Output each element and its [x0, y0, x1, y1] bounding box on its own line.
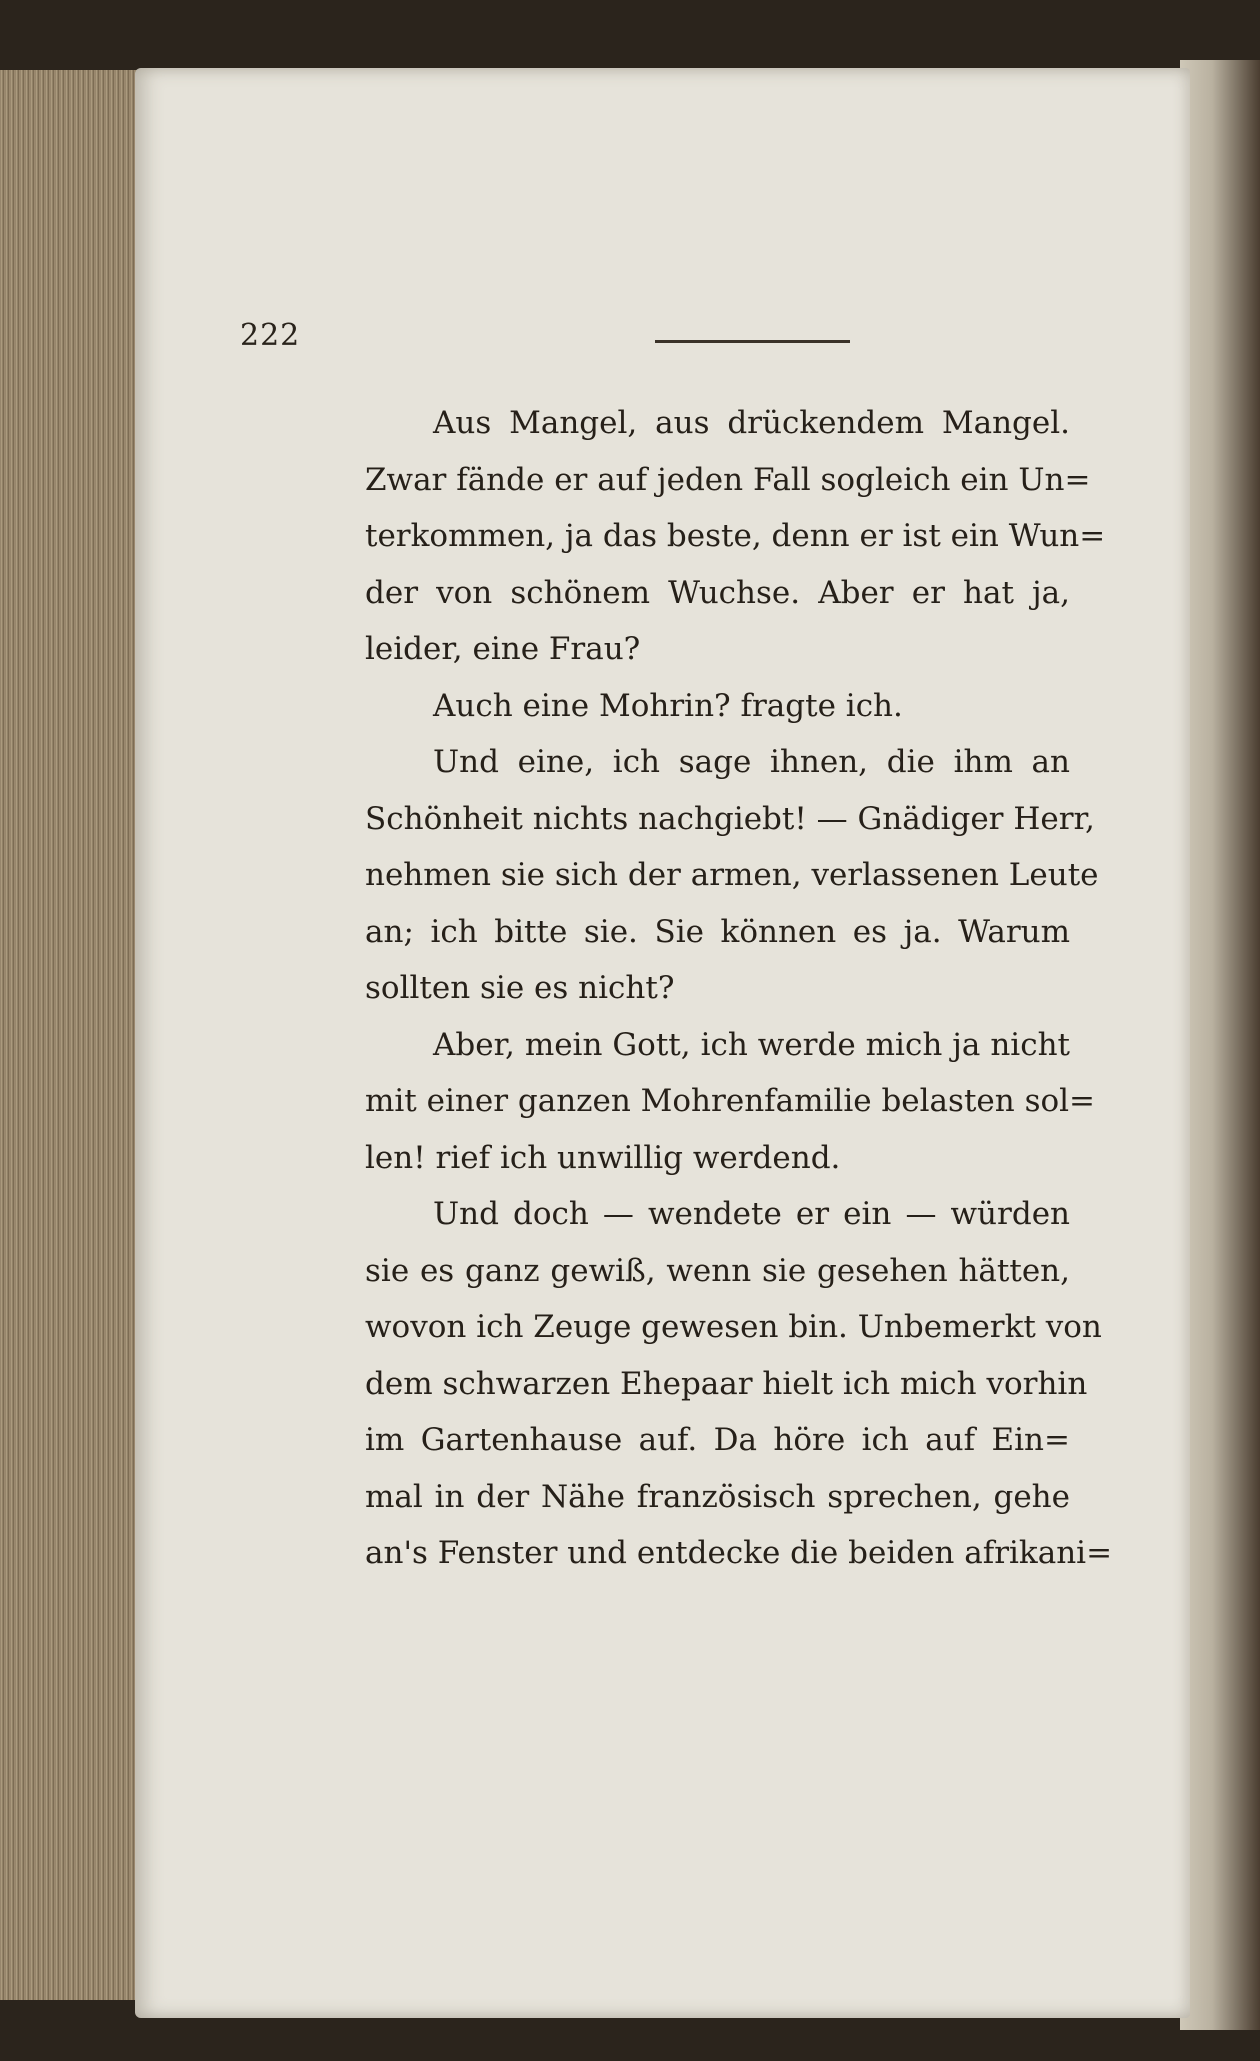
text-line: Schönheit nichts nachgiebt! — Gnädiger Herr,: [365, 800, 1095, 837]
text-line: sollten sie es nicht?: [365, 970, 675, 1006]
text-line: leider, eine Frau?: [365, 631, 641, 667]
text-line: Und eine, ich sage ihnen, die ihm an: [433, 744, 1070, 780]
page-header: [240, 318, 1070, 368]
text-line: len! rief ich unwillig werdend.: [365, 1139, 841, 1176]
text-line: Und doch — wendete er ein — würden: [433, 1196, 1070, 1232]
text-line: mal in der Nähe französisch sprechen, gehe: [365, 1478, 1070, 1515]
text-line: Zwar fände er auf jeden Fall sogleich ein Un=: [365, 461, 1091, 498]
text-line: an; ich bitte sie. Sie können es ja. Warum: [365, 913, 1070, 950]
page-number: 222: [240, 318, 301, 353]
text-line: Aber, mein Gott, ich werde mich ja nicht: [433, 1026, 1070, 1063]
text-line: der von schönem Wuchse. Aber er hat ja,: [365, 574, 1070, 611]
header-rule: [655, 340, 850, 343]
next-page-edge: [1180, 60, 1260, 2030]
text-line: mit einer ganzen Mohrenfamilie belasten sol=: [365, 1083, 1096, 1119]
text-line: nehmen sie sich der armen, verlassenen Leute: [365, 857, 1099, 893]
text-line: Aus Mangel, aus drückendem Mangel.: [433, 405, 1070, 441]
text-line: im Gartenhause auf. Da höre ich auf Ein=: [365, 1422, 1070, 1458]
text-line: sie es ganz gewiß, wenn sie gesehen hätten,: [365, 1252, 1070, 1289]
book-page-edges: [0, 70, 142, 2000]
text-line: an's Fenster und entdecke die beiden afrikani=: [365, 1535, 1113, 1571]
text-line: terkommen, ja das beste, denn er ist ein Wun=: [365, 518, 1106, 554]
body-text: [365, 395, 1113, 1582]
text-line: wovon ich Zeuge gewesen bin. Unbemerkt von: [365, 1309, 1102, 1345]
text-line: Auch eine Mohrin? fragte ich.: [433, 687, 903, 724]
text-line: dem schwarzen Ehepaar hielt ich mich vorhin: [365, 1365, 1088, 1402]
